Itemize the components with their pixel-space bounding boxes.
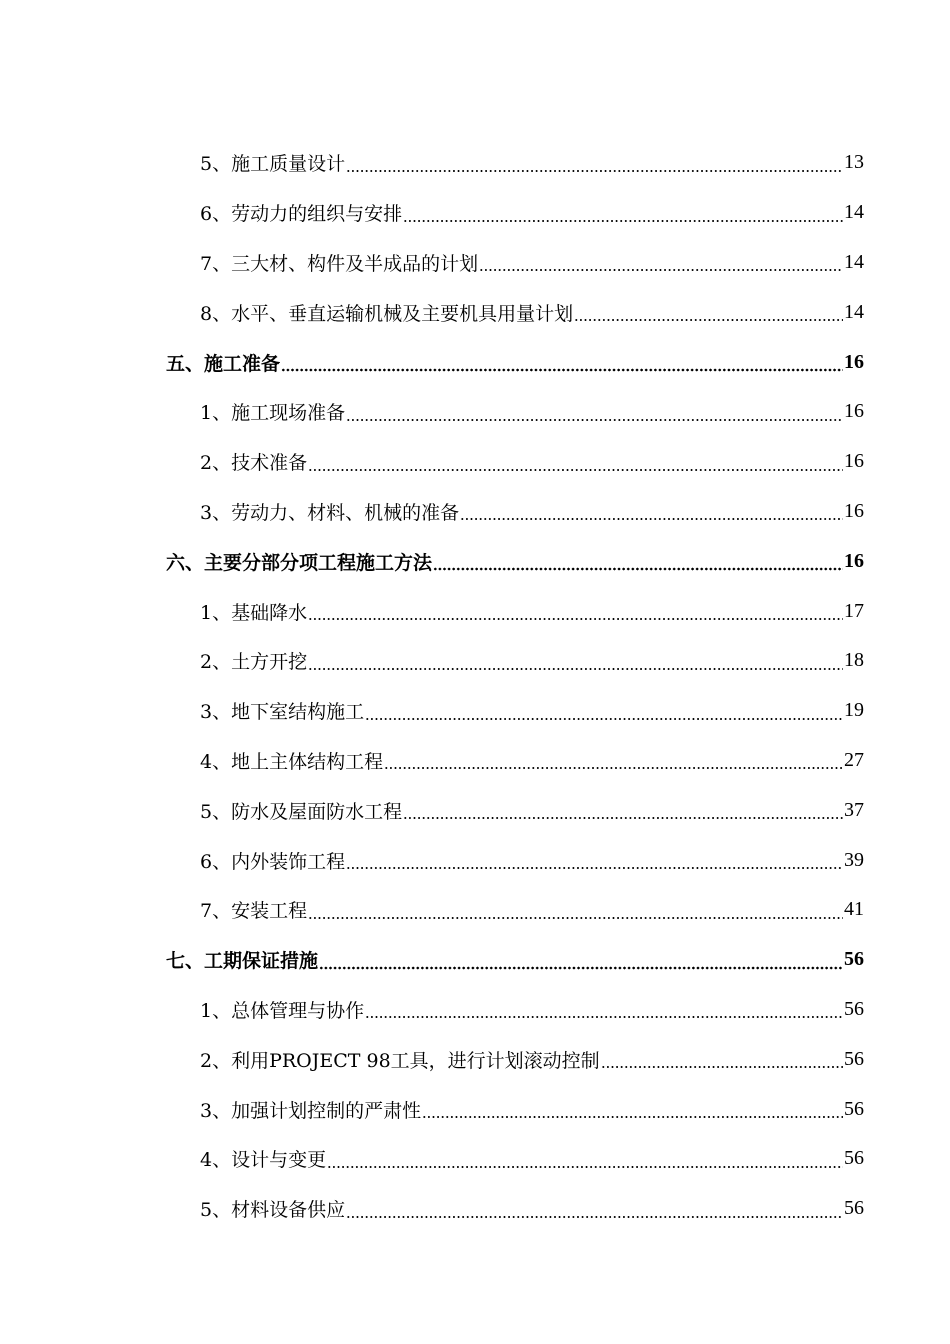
toc-entry[interactable] <box>0 1084 950 1134</box>
toc-dot-leader <box>365 717 843 721</box>
toc-section-heading[interactable] <box>0 935 950 985</box>
toc-entry[interactable] <box>0 586 950 636</box>
toc-page-number: 16 <box>844 450 864 473</box>
toc-entry[interactable] <box>0 1134 950 1184</box>
toc-dot-leader <box>574 318 843 322</box>
toc-entry-title: 七、工期保证措施 <box>166 950 319 973</box>
toc-entry[interactable] <box>0 785 950 835</box>
toc-dot-leader <box>403 816 843 820</box>
toc-entry-title: 8、水平、垂直运输机械及主要机具用量计划 <box>200 302 574 325</box>
toc-entry-title: 3、劳动力、材料、机械的准备 <box>200 501 460 524</box>
toc-entry-title: 6、劳动力的组织与安排 <box>200 203 403 226</box>
toc-entry[interactable] <box>0 985 950 1035</box>
toc-page-number: 14 <box>844 250 864 273</box>
toc-entry-title: 5、施工质量设计 <box>200 153 346 176</box>
table-of-contents <box>0 138 950 1234</box>
toc-dot-leader <box>433 567 843 571</box>
toc-dot-leader <box>384 766 843 770</box>
toc-dot-leader <box>422 1115 843 1119</box>
toc-entry-title: 5、材料设备供应 <box>200 1199 346 1222</box>
toc-dot-leader <box>327 1165 843 1169</box>
toc-entry[interactable] <box>0 1184 950 1234</box>
toc-page-number: 16 <box>844 499 864 522</box>
toc-entry-title: 2、技术准备 <box>200 452 308 475</box>
toc-page-number: 14 <box>844 300 864 323</box>
toc-entry[interactable] <box>0 736 950 786</box>
toc-entry[interactable] <box>0 287 950 337</box>
toc-dot-leader <box>346 866 843 870</box>
toc-dot-leader <box>479 268 843 272</box>
toc-page-number: 13 <box>844 151 864 174</box>
toc-dot-leader <box>460 517 843 521</box>
toc-page-number: 37 <box>844 798 864 821</box>
toc-entry[interactable] <box>0 387 950 437</box>
toc-dot-leader <box>346 418 843 422</box>
toc-page-number: 17 <box>844 599 864 622</box>
toc-page-number: 14 <box>844 201 864 224</box>
toc-entry[interactable] <box>0 238 950 288</box>
toc-section-heading[interactable] <box>0 337 950 387</box>
toc-dot-leader <box>319 966 843 970</box>
toc-dot-leader <box>308 916 843 920</box>
toc-entry-title: 2、土方开挖 <box>200 651 308 674</box>
toc-section-heading[interactable] <box>0 536 950 586</box>
toc-entry[interactable] <box>0 1034 950 1084</box>
toc-page-number: 56 <box>844 948 864 971</box>
toc-entry-title: 7、三大材、构件及半成品的计划 <box>200 252 479 275</box>
toc-dot-leader <box>308 468 843 472</box>
toc-dot-leader <box>308 617 843 621</box>
toc-page-number: 56 <box>844 1197 864 1220</box>
toc-entry[interactable] <box>0 437 950 487</box>
toc-page-number: 41 <box>844 898 864 921</box>
toc-dot-leader <box>365 1015 843 1019</box>
toc-dot-leader <box>346 1215 843 1219</box>
toc-entry-title: 7、安装工程 <box>200 900 308 923</box>
toc-page-number: 16 <box>844 549 864 572</box>
toc-entry[interactable] <box>0 138 950 188</box>
toc-page-number: 16 <box>844 400 864 423</box>
toc-page-number: 56 <box>844 1097 864 1120</box>
toc-entry-title: 1、总体管理与协作 <box>200 999 365 1022</box>
toc-entry-title: 4、设计与变更 <box>200 1149 327 1172</box>
toc-entry[interactable] <box>0 835 950 885</box>
toc-page-number: 56 <box>844 1147 864 1170</box>
toc-dot-leader <box>281 368 843 372</box>
toc-entry-title: 1、基础降水 <box>200 601 308 624</box>
toc-entry[interactable] <box>0 188 950 238</box>
toc-entry-title: 5、防水及屋面防水工程 <box>200 800 403 823</box>
toc-dot-leader <box>308 667 843 671</box>
toc-entry-title: 2、利用PROJECT 98工具，进行计划滚动控制 <box>200 1049 600 1072</box>
toc-entry-title: 6、内外装饰工程 <box>200 850 346 873</box>
toc-entry-title: 1、施工现场准备 <box>200 402 346 425</box>
toc-dot-leader <box>601 1065 843 1069</box>
toc-entry[interactable] <box>0 636 950 686</box>
toc-dot-leader <box>403 219 843 223</box>
toc-entry[interactable] <box>0 686 950 736</box>
toc-entry-title: 3、加强计划控制的严肃性 <box>200 1099 422 1122</box>
toc-page-number: 18 <box>844 649 864 672</box>
toc-entry-title: 4、地上主体结构工程 <box>200 750 384 773</box>
toc-entry-title: 五、施工准备 <box>166 352 281 375</box>
toc-page-number: 27 <box>844 748 864 771</box>
toc-page-number: 56 <box>844 1047 864 1070</box>
toc-page-number: 56 <box>844 997 864 1020</box>
toc-entry-title: 六、主要分部分项工程施工方法 <box>166 551 433 574</box>
toc-entry-title: 3、地下室结构施工 <box>200 701 365 724</box>
toc-entry[interactable] <box>0 487 950 537</box>
toc-entry[interactable] <box>0 885 950 935</box>
toc-dot-leader <box>346 169 843 173</box>
toc-page-number: 16 <box>844 350 864 373</box>
toc-page-number: 19 <box>844 699 864 722</box>
toc-page-number: 39 <box>844 848 864 871</box>
